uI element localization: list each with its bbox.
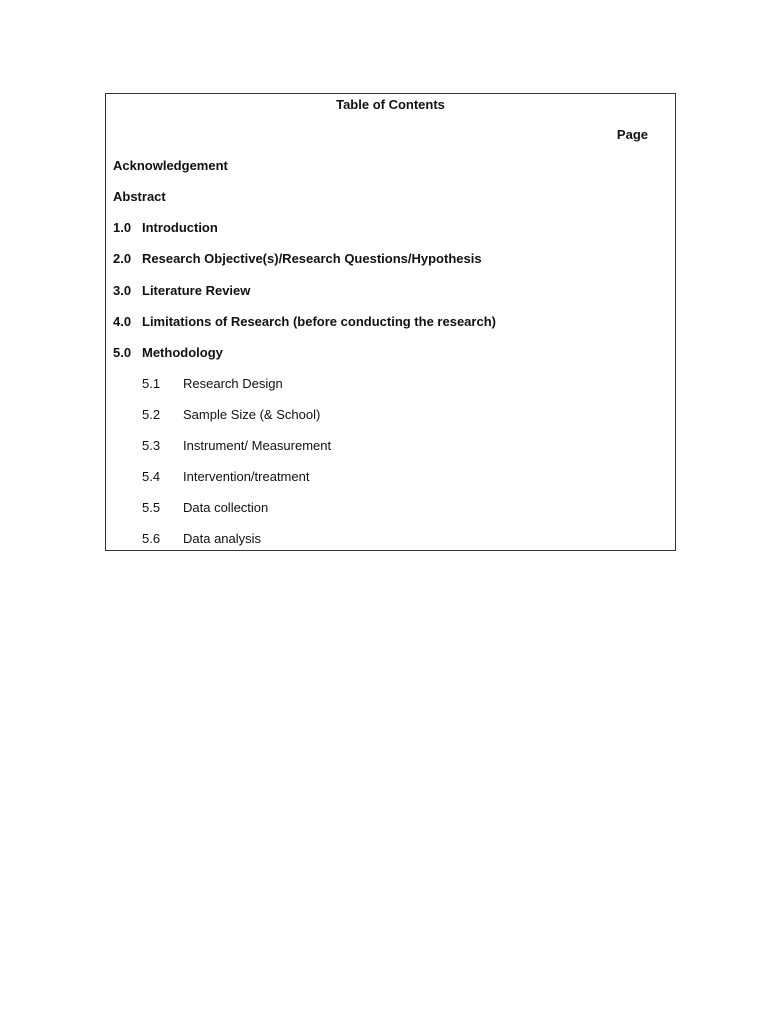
toc-entry-label: Introduction [142,220,218,235]
toc-subentry-number: 5.3 [142,438,161,453]
toc-subentry-data-collection [142,500,268,516]
toc-subentry-data-analysis [142,531,261,547]
toc-entry-label: Research Objective(s)/Research Questions/Hypothesis [142,251,482,266]
toc-entry-abstract [113,189,166,205]
toc-subentry-number: 5.5 [142,500,161,515]
toc-entry-label: Methodology [142,345,223,360]
toc-subentry-label: Sample Size (& School) [183,407,321,422]
toc-entry-methodology [113,345,223,361]
toc-entry-label: Abstract [113,189,166,204]
toc-subentry-label: Data collection [183,500,269,515]
toc-subentry-number: 5.1 [142,376,161,391]
toc-subentry-number: 5.4 [142,469,161,484]
toc-entry-literature-review [113,283,250,299]
toc-entry-number: 4.0 [113,314,132,329]
toc-subentry-number: 5.2 [142,407,161,422]
toc-entry-label: Limitations of Research (before conducting the research) [142,314,496,329]
toc-subentry-label: Intervention/treatment [183,469,310,484]
toc-subentry-label: Instrument/ Measurement [183,438,332,453]
table-of-contents-box [105,93,676,551]
toc-subentry-instrument [142,438,331,454]
page-column-header: Page [616,127,648,142]
toc-entry-label: Acknowledgement [113,158,228,173]
toc-subentry-label: Data analysis [183,531,262,546]
toc-entry-number: 2.0 [113,251,132,266]
toc-entry-label: Literature Review [142,283,251,298]
toc-entry-number: 1.0 [113,220,132,235]
toc-entry-number: 5.0 [113,345,132,360]
toc-subentry-sample-size [142,407,320,423]
toc-subentry-label: Research Design [183,376,283,391]
toc-entry-limitations [113,314,496,330]
toc-entry-acknowledgement [113,158,228,174]
toc-subentry-research-design [142,376,283,392]
toc-subentry-number: 5.6 [142,531,161,546]
toc-subentry-intervention [142,469,309,485]
toc-entry-research-objectives [113,251,482,267]
toc-entry-number: 3.0 [113,283,132,298]
toc-entry-introduction [113,220,218,236]
toc-title: Table of Contents [336,97,445,112]
